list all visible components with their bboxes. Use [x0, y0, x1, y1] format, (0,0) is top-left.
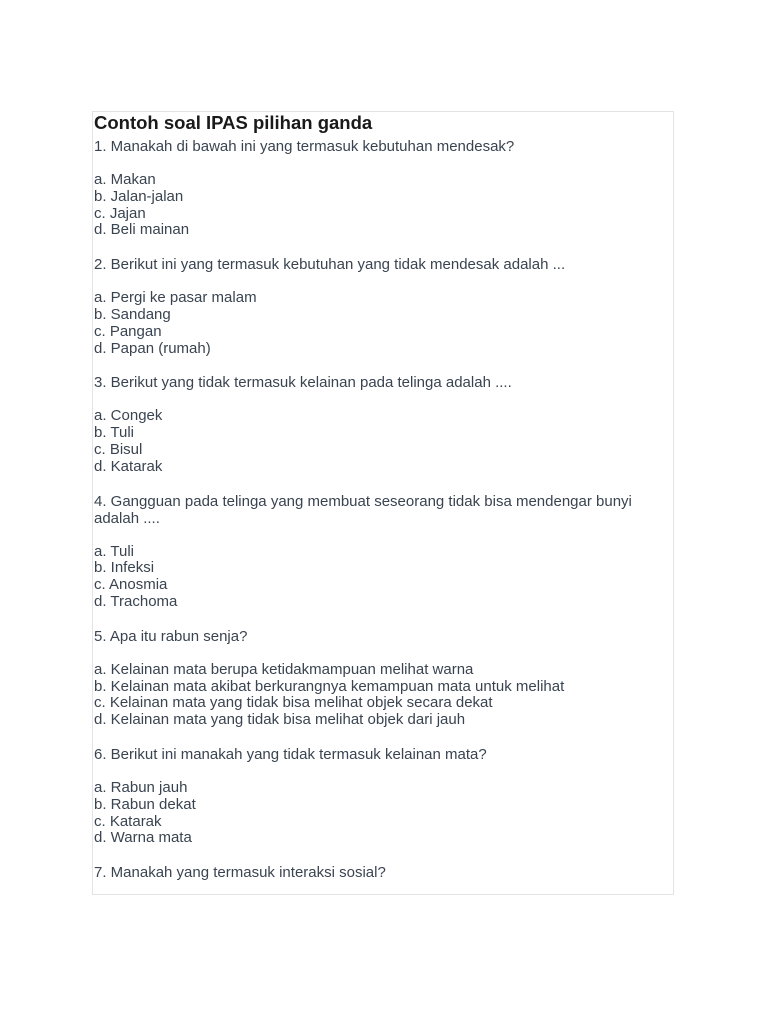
- answer-option: a. Congek: [94, 407, 163, 425]
- answer-option: c. Pangan: [94, 322, 162, 340]
- answer-option: d. Warna mata: [94, 829, 192, 847]
- answer-option: d. Katarak: [94, 457, 163, 475]
- answer-option: a. Pergi ke pasar malam: [94, 289, 257, 307]
- answer-option: b. Tuli: [94, 424, 135, 442]
- question-block-6: [94, 746, 664, 847]
- answer-option: d. Beli mainan: [94, 221, 190, 239]
- answer-option: a. Tuli: [94, 542, 135, 560]
- answer-option: b. Infeksi: [94, 559, 155, 577]
- answer-options: [94, 172, 664, 239]
- question-text: 6. Berikut ini manakah yang tidak termasuk kelainan mata?: [94, 745, 487, 763]
- answer-option: c. Bisul: [94, 440, 143, 458]
- answer-option: b. Jalan-jalan: [94, 187, 184, 205]
- question-block-3: [94, 374, 664, 475]
- question-text: 1. Manakah di bawah ini yang termasuk kebutuhan mendesak?: [94, 138, 515, 155]
- answer-option: a. Kelainan mata berupa ketidakmampuan melihat warna: [94, 660, 474, 678]
- answer-options: [94, 544, 664, 611]
- question-text: 2. Berikut ini yang termasuk kebutuhan yang tidak mendesak adalah ...: [94, 256, 566, 274]
- question-block-2: [94, 256, 664, 357]
- answer-options: [94, 662, 664, 729]
- answer-option: c. Jajan: [94, 204, 146, 222]
- question-block-5: [94, 628, 664, 729]
- answer-option: a. Makan: [94, 171, 156, 188]
- answer-option: c. Kelainan mata yang tidak bisa melihat objek secara dekat: [94, 694, 493, 712]
- answer-options: [94, 290, 664, 357]
- answer-option: a. Rabun jauh: [94, 778, 188, 796]
- answer-option: d. Trachoma: [94, 592, 178, 610]
- answer-options: [94, 780, 664, 847]
- answer-option: b. Kelainan mata akibat berkurangnya kemampuan mata untuk melihat: [94, 677, 565, 695]
- answer-option: b. Sandang: [94, 305, 171, 323]
- question-text: 3. Berikut yang tidak termasuk kelainan pada telinga adalah ....: [94, 374, 512, 392]
- answer-option: c. Anosmia: [94, 576, 168, 594]
- question-block-7: [94, 864, 664, 881]
- document-title: Contoh soal IPAS pilihan ganda: [94, 112, 373, 133]
- document-content: [94, 112, 664, 895]
- answer-option: c. Katarak: [94, 812, 162, 830]
- question-text: 4. Gangguan pada telinga yang membuat seseorang tidak bisa mendengar bunyi adalah ....: [94, 492, 637, 527]
- answer-option: d. Kelainan mata yang tidak bisa melihat objek dari jauh: [94, 711, 466, 729]
- question-block-1: [94, 138, 664, 239]
- question-text: 5. Apa itu rabun senja?: [94, 627, 248, 645]
- question-block-4: [94, 493, 664, 611]
- question-text: 7. Manakah yang termasuk interaksi sosial?: [94, 864, 386, 882]
- answer-option: d. Papan (rumah): [94, 339, 211, 357]
- document-page: [92, 111, 674, 895]
- answer-option: b. Rabun dekat: [94, 795, 196, 813]
- answer-options: [94, 408, 664, 475]
